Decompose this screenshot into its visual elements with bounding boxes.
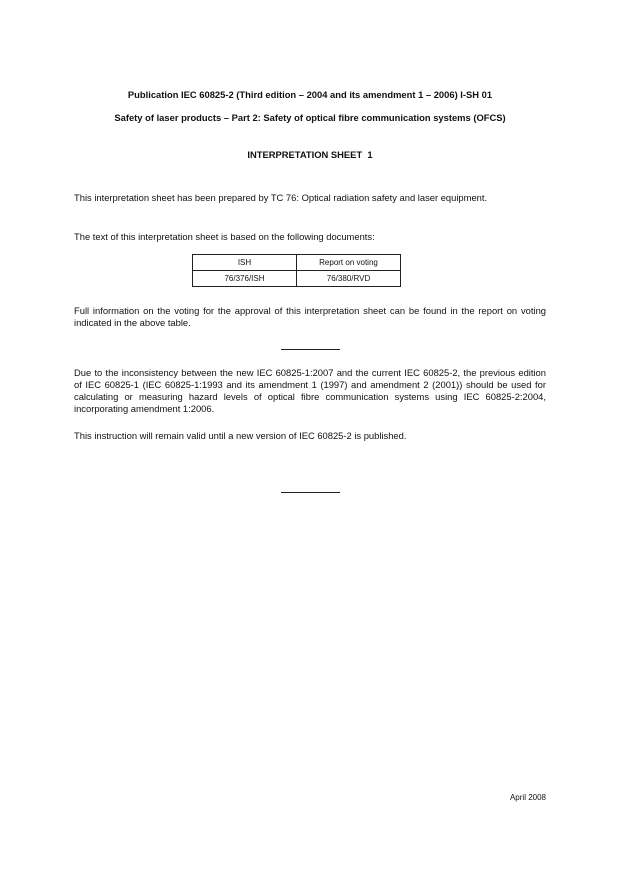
paragraph-text: This interpretation sheet has been prepared by TC 76: Optical radiation safety and laser equipment. bbox=[74, 192, 488, 203]
sheet-title: INTERPRETATION SHEET 1 bbox=[247, 149, 373, 160]
table-header-row bbox=[193, 255, 401, 271]
separator-rule bbox=[281, 349, 340, 350]
paragraph-validity bbox=[74, 430, 546, 442]
separator-rule bbox=[281, 492, 340, 493]
table-header-cell: ISH bbox=[193, 255, 297, 271]
paragraph-inconsistency bbox=[74, 367, 546, 415]
table-header-cell: Report on voting bbox=[297, 255, 401, 271]
document-subtitle: Safety of laser products – Part 2: Safety of optical fibre communication systems (OFCS) bbox=[114, 112, 506, 123]
paragraph-text: This instruction will remain valid until a new version of IEC 60825-2 is published. bbox=[74, 430, 407, 441]
table-row bbox=[193, 271, 401, 287]
publication-title: Publication IEC 60825-2 (Third edition – 2004 and its amendment 1 – 2006) I-SH 01 bbox=[127, 89, 493, 100]
paragraph-based-on bbox=[74, 231, 546, 243]
paragraph-text: The text of this interpretation sheet is based on the following documents: bbox=[74, 231, 375, 242]
table-cell: 76/376/ISH bbox=[193, 271, 297, 287]
paragraph-text: Due to the inconsistency between the new IEC 60825-1:2007 and the current IEC 60825-2, the previous edition of IEC 60825-1 (IEC 60825-1:1993 and its amendment 1 (1997) and amendment 2 (2001)) should be used for calculating or measuring hazard levels of optical fibre communication systems using IEC 60825-2:2004, incorporating amendment 1:2006. bbox=[74, 367, 546, 414]
paragraph-prepared-by bbox=[74, 192, 546, 204]
documents-table bbox=[192, 254, 401, 287]
paragraph-voting-info bbox=[74, 305, 546, 329]
footer-date: April 2008 bbox=[509, 793, 546, 802]
paragraph-text: Full information on the voting for the approval of this interpretation sheet can be found in the report on voting indicated in the above table. bbox=[74, 305, 546, 328]
table-cell: 76/380/RVD bbox=[297, 271, 401, 287]
